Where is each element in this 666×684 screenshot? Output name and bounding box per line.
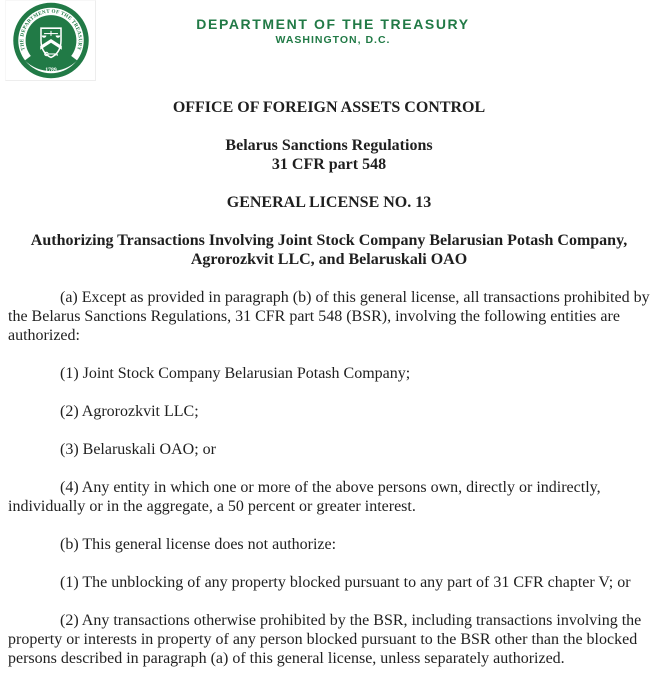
- treasury-seal-icon: [9, 2, 93, 79]
- office-heading: OFFICE OF FOREIGN ASSETS CONTROL: [172, 99, 486, 116]
- paragraph-a1: (1) Joint Stock Company Belarusian Potash Company;: [60, 365, 411, 382]
- regulation-cite: 31 CFR part 548: [271, 156, 387, 173]
- paragraph-a4: (4) Any entity in which one or more of the above persons own, directly or indirectly, individually or in the aggregate, a 50 percent or greater interest.: [8, 479, 601, 515]
- seal-ring-text: THE DEPARTMENT OF THE TREASURY: [18, 8, 83, 52]
- paragraph-b: (b) This general license does not authorize:: [60, 536, 337, 553]
- document-title: Authorizing Transactions Involving Joint Stock Company Belarusian Potash Company, Agrorozkvit LLC, and Belaruskali OAO: [30, 232, 628, 268]
- agency-name: DEPARTMENT OF THE TREASURY: [196, 16, 470, 32]
- agency-location: WASHINGTON, D.C.: [275, 34, 391, 46]
- paragraph-a3: (3) Belaruskali OAO; or: [60, 441, 216, 458]
- paragraph-b2: (2) Any transactions otherwise prohibited by the BSR, including transactions involving the property or interests in property of any person blocked pursuant to the BSR other than the blocked persons described in paragraph (a) of this general license, unless separately authorized.: [8, 612, 642, 667]
- treasury-seal-box: [5, 0, 96, 81]
- document-body: [0, 98, 666, 668]
- seal-year: 1789: [44, 67, 57, 74]
- license-heading: GENERAL LICENSE NO. 13: [226, 194, 432, 211]
- regulation-name: Belarus Sanctions Regulations: [225, 137, 433, 154]
- regulation-heading: [8, 136, 650, 174]
- letterhead: [0, 0, 666, 46]
- paragraph-a2: (2) Agrorozkvit LLC;: [60, 403, 199, 420]
- paragraph-b1: (1) The unblocking of any property blocked pursuant to any part of 31 CFR chapter V; or: [60, 574, 631, 591]
- paragraph-a: (a) Except as provided in paragraph (b) of this general license, all transactions prohibited by the Belarus Sanctions Regulations, 31 CFR part 548 (BSR), involving the following entities are authorized:: [8, 289, 650, 344]
